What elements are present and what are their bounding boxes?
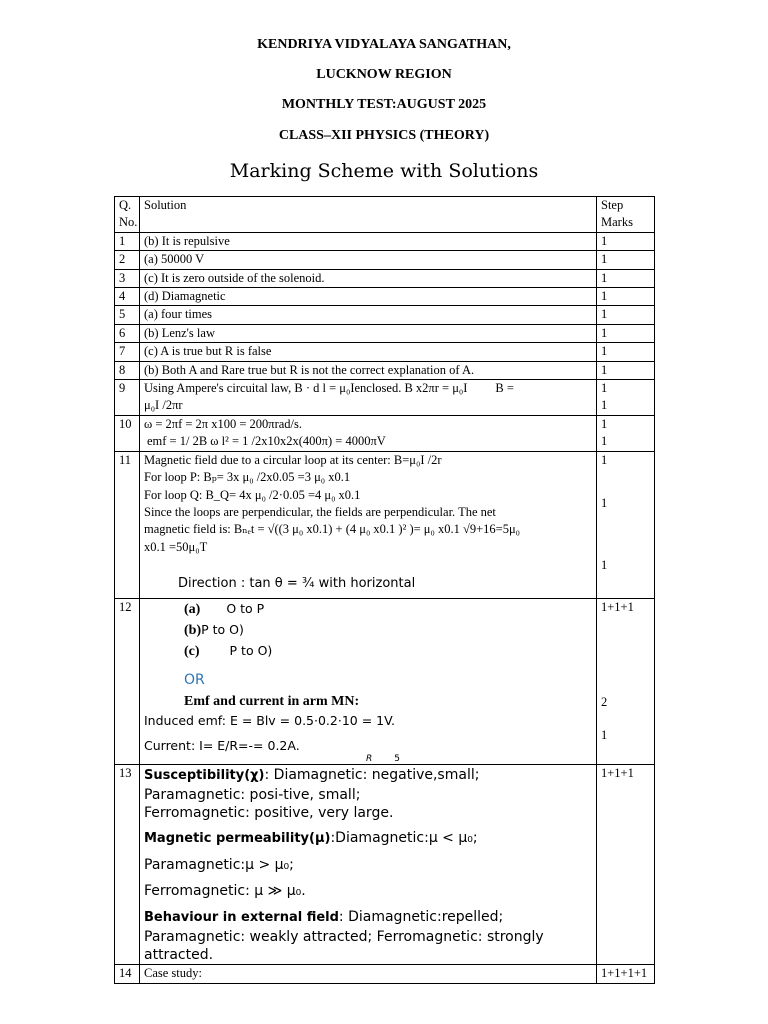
- solution-line: Paramagnetic: weakly attracted; Ferromagnetic: strongly: [144, 929, 544, 946]
- marks-cell: [597, 415, 655, 451]
- solution-line: ω = 2πf = 2π x100 = 200πrad/s.: [144, 416, 303, 431]
- option-text: P to O): [229, 643, 273, 659]
- q-number: 4: [115, 288, 140, 306]
- solution-cell: (d) Diamagnetic: [140, 288, 597, 306]
- table-row: [115, 324, 655, 342]
- header-line-2: LUCKNOW REGION: [316, 67, 452, 82]
- q-number: 1: [115, 232, 140, 250]
- solution-cell: [140, 415, 597, 451]
- solution-line: Direction : tan θ = ¾ with horizontal: [178, 576, 416, 592]
- document-title: Marking Scheme with Solutions: [229, 160, 539, 182]
- header-line-4: CLASS–XII PHYSICS (THEORY): [278, 128, 490, 143]
- solution-cell: [140, 599, 597, 765]
- column-header-solution: Solution: [140, 197, 597, 233]
- header-line-3: MONTHLY TEST:AUGUST 2025: [281, 97, 487, 112]
- solution-line: Paramagnetic: posi-tive, small;: [144, 787, 361, 804]
- mark-value: 1: [601, 398, 608, 413]
- or-label: OR: [184, 672, 205, 689]
- marks-cell: [597, 380, 655, 416]
- solution-cell: Case study:: [140, 965, 597, 983]
- q-number: 9: [115, 380, 140, 416]
- mark-value: 1+1+1: [601, 600, 634, 615]
- q-number: 2: [115, 251, 140, 269]
- table-row: [115, 251, 655, 269]
- table-row: [115, 306, 655, 324]
- emf-line: Induced emf: E = Blv = 0.5·0.2·10 = 1V.: [144, 712, 396, 728]
- permeability-heading: Magnetic permeability(μ): [144, 831, 331, 847]
- solution-line: Since the loops are perpendicular, the fields are perpendicular. The net: [144, 504, 496, 519]
- q-number: 6: [115, 324, 140, 342]
- mark-value: 2: [601, 694, 608, 709]
- header-line-1: KENDRIYA VIDYALAYA SANGATHAN,: [257, 37, 511, 52]
- marks-cell: 1: [597, 306, 655, 324]
- solution-line: Paramagnetic:μ > μ₀;: [144, 857, 294, 874]
- emf-heading: Emf and current in arm MN:: [184, 693, 360, 709]
- column-header-marks: Step Marks: [597, 197, 655, 233]
- option-text: O to P: [226, 601, 265, 617]
- mark-value: 1: [601, 727, 608, 742]
- marks-cell: 1+1+1+1: [597, 965, 655, 983]
- solution-cell: (b) It is repulsive: [140, 232, 597, 250]
- fraction-denominator-5: 5: [394, 754, 400, 765]
- solution-cell: (a) four times: [140, 306, 597, 324]
- q-number: 12: [115, 599, 140, 765]
- mark-value: 1: [601, 452, 608, 467]
- option-label: (c): [184, 644, 200, 660]
- table-row: [115, 343, 655, 361]
- marks-cell: 1: [597, 343, 655, 361]
- solution-line: Magnetic field due to a circular loop at its center: B=μ₀I /2r: [144, 452, 442, 467]
- marks-cell: 1: [597, 251, 655, 269]
- table-row-q14: [115, 965, 655, 983]
- table-row-q9: [115, 380, 655, 416]
- table-header-row: [115, 197, 655, 233]
- q-number: 3: [115, 269, 140, 287]
- solution-line: Ferromagnetic: μ ≫ μ₀.: [144, 883, 306, 900]
- solution-cell: [140, 380, 597, 416]
- solution-line: μ₀I /2πr: [144, 398, 183, 413]
- table-row: [115, 288, 655, 306]
- marking-scheme-table: [114, 196, 655, 984]
- table-row: [115, 232, 655, 250]
- solution-cell: [140, 765, 597, 965]
- q-number: 8: [115, 361, 140, 379]
- solution-line: emf = 1/ 2B ω l² = 1 /2x10x2x(400π) = 4000πV: [147, 434, 386, 449]
- solution-cell: (a) 50000 V: [140, 251, 597, 269]
- marks-cell: 1: [597, 288, 655, 306]
- q-number: 13: [115, 765, 140, 965]
- option-text: P to O): [201, 622, 244, 638]
- solution-line: :Diamagnetic:μ < μ₀;: [330, 830, 478, 847]
- solution-line: Using Ampere's circuital law, B · d l = μ₀Ienclosed. B x2πr = μ₀I: [144, 381, 468, 396]
- solution-line: Ferromagnetic: positive, very large.: [144, 805, 394, 822]
- column-header-qno: Q. No.: [115, 197, 140, 233]
- solution-cell: (b) Lenz's law: [140, 324, 597, 342]
- option-label: (b): [184, 623, 202, 639]
- behaviour-heading: Behaviour in external field: [144, 910, 339, 926]
- solution-cell: (c) It is zero outside of the solenoid.: [140, 269, 597, 287]
- solution-cell: (c) A is true but R is false: [140, 343, 597, 361]
- option-label: (a): [184, 602, 201, 618]
- susceptibility-heading: Susceptibility(χ): [144, 768, 265, 784]
- solution-line: x0.1 =50μ₀T: [144, 539, 208, 554]
- marks-cell: 1: [597, 324, 655, 342]
- solution-line: B =: [495, 381, 514, 396]
- solution-line: For loop Q: B_Q= 4x μ₀ /2·0.05 =4 μ₀ x0.1: [144, 487, 361, 502]
- q-number: 7: [115, 343, 140, 361]
- q-number: 5: [115, 306, 140, 324]
- solution-cell: (b) Both A and Rare true but R is not the correct explanation of A.: [140, 361, 597, 379]
- marks-cell: 1: [597, 361, 655, 379]
- solution-line: attracted.: [144, 947, 214, 964]
- current-line: Current: I= E/R=-= 0.2A.: [144, 737, 300, 753]
- q-number: 10: [115, 415, 140, 451]
- solution-line: magnetic field is: Bₙₑt = √((3 μ₀ x0.1) + (4 μ₀ x0.1 )² )= μ₀ x0.1 √9+16=5μ₀: [144, 522, 521, 537]
- marks-cell: [597, 451, 655, 598]
- solution-line: : Diamagnetic: negative,small;: [264, 767, 480, 784]
- solution-line: For loop P: Bₚ= 3x μ₀ /2x0.05 =3 μ₀ x0.1: [144, 470, 351, 485]
- marks-cell: [597, 599, 655, 765]
- mark-value: 1: [601, 496, 608, 511]
- table-row-q12: [115, 599, 655, 765]
- table-row: [115, 269, 655, 287]
- mark-value: 1: [601, 434, 608, 449]
- marks-cell: 1: [597, 269, 655, 287]
- table-row-q11: [115, 451, 655, 598]
- fraction-denominator-r: R: [366, 754, 373, 765]
- solution-line: : Diamagnetic:repelled;: [338, 909, 504, 926]
- table-row-q10: [115, 415, 655, 451]
- table-row-q13: [115, 765, 655, 965]
- mark-value: 1+1+1: [601, 766, 634, 781]
- solution-cell: [140, 451, 597, 598]
- mark-value: 1: [601, 381, 608, 396]
- q-number: 11: [115, 451, 140, 598]
- marks-cell: 1: [597, 232, 655, 250]
- table-row: [115, 361, 655, 379]
- q-number: 14: [115, 965, 140, 983]
- marks-cell: [597, 765, 655, 965]
- mark-value: 1: [601, 416, 608, 431]
- mark-value: 1: [601, 557, 608, 572]
